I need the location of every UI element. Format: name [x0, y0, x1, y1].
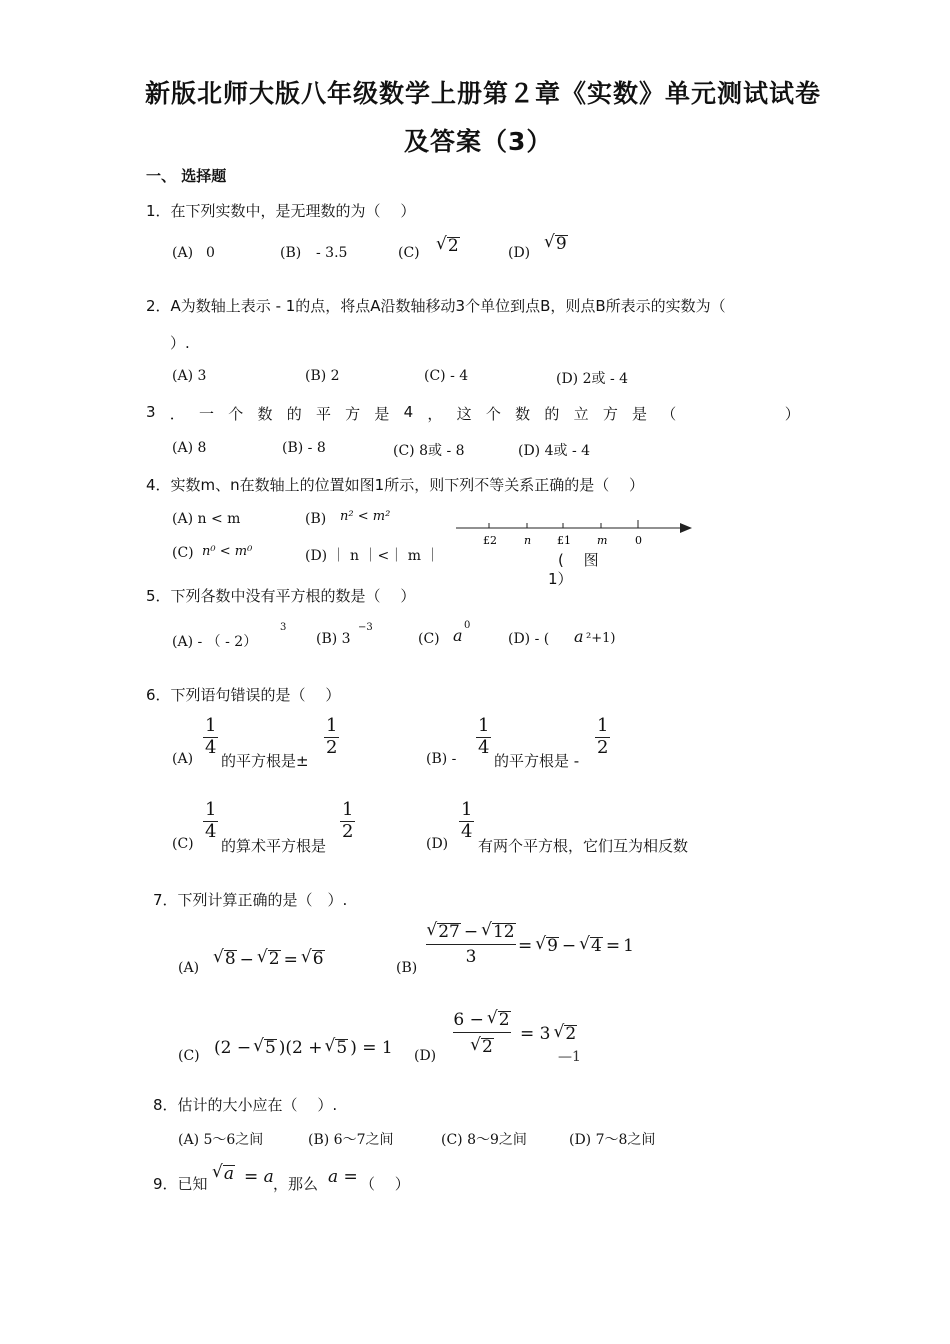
q5-option-a-exponent: 3 [280, 622, 287, 633]
question-2-stem: 2．A为数轴上表示 - 1的点，将点A沿数轴移动3个单位到点B，则点B所表示的实数为（ [146, 297, 726, 315]
sqrt: √ 2 [470, 1035, 493, 1057]
q5-option-c-base: a [453, 626, 463, 645]
q3-stem-char: 立 [573, 405, 589, 423]
radicand: 2 [482, 1037, 493, 1057]
q9-equation-rhs: = a [244, 1167, 274, 1187]
q7-option-d-tail: —1 [558, 1049, 581, 1065]
question-4-stem: 4．实数m、n在数轴上的位置如图1所示，则下列不等关系正确的是（ ） [146, 476, 644, 494]
sqrt: √ 5 [253, 1036, 276, 1058]
radicand: 8 [224, 949, 236, 969]
radicand: 27 [438, 922, 460, 942]
q7-option-d-fraction [448, 1010, 516, 1057]
figure-caption-line1: ( 图 [558, 551, 599, 569]
q7-option-a-label: (A) [178, 960, 200, 976]
radicand: 5 [336, 1038, 348, 1058]
q3-stem-char: ） [784, 405, 800, 423]
q9-variable: a = [328, 1167, 358, 1187]
q6-option-c-text: 的算术平方根是 [221, 837, 327, 855]
expr-part: )(2 + [278, 1038, 323, 1058]
q7-option-d-denominator [470, 1035, 494, 1057]
q3-stem-char: 3 [146, 403, 156, 421]
q6-option-d-label: (D) [426, 836, 449, 852]
q9-blank: （ ） [360, 1175, 410, 1193]
q3-stem-char: 方 [345, 405, 361, 423]
q7-option-a-expression: √ 8 − √ 2 = √ 6 [213, 947, 324, 970]
q5-option-d-rest: ²+1) [586, 631, 616, 646]
number-line-figure [450, 512, 700, 552]
question-3-stem [146, 403, 800, 424]
q7-option-d-numerator [453, 1010, 510, 1033]
question-1-stem: 1．在下列实数中，是无理数的为（ ） [146, 202, 416, 220]
q6-option-a-result [324, 716, 339, 758]
sqrt: √ 9 [535, 934, 558, 956]
radicand: 12 [492, 922, 515, 942]
fraction-numerator: 1 [478, 715, 490, 736]
q6-option-a-text: 的平方根是± [221, 752, 309, 770]
fraction-denominator: 4 [461, 820, 473, 842]
q9-sqrt: √ a [212, 1162, 234, 1184]
q6-option-b-label: (B) - [426, 751, 457, 767]
radicand: a [223, 1164, 234, 1184]
fraction-numerator: 1 [205, 715, 217, 736]
radicand: 2 [565, 1024, 577, 1044]
expr-part: (2 − [214, 1038, 252, 1058]
q8-option-b: (B) 6～7之间 [308, 1132, 394, 1148]
q3-option-c: (C) 8或 - 8 [393, 443, 465, 459]
fraction-numerator: 1 [342, 799, 354, 820]
q3-stem-char: 的 [544, 405, 560, 423]
sqrt: √ 12 [481, 920, 515, 942]
q5-option-c-label: (C) [418, 631, 440, 647]
q1-option-d-radicand: 9 [555, 234, 567, 254]
q1-option-b-value: - 3.5 [316, 245, 348, 261]
q2-option-d: (D) 2或 - 4 [556, 371, 629, 387]
question-9-prefix: 9．已知 [153, 1175, 208, 1193]
sqrt: √ 2 [553, 1022, 577, 1044]
q1-option-a-value: 0 [206, 245, 215, 261]
fraction-denominator: 2 [597, 736, 609, 758]
sqrt: √ 2 [256, 947, 280, 969]
fraction-denominator: 4 [478, 736, 490, 758]
q5-option-a: (A) - （ - 2） [172, 634, 258, 650]
axis-label-neg1: £1 [557, 534, 571, 547]
question-8-stem: 8．估计的大小应在（ ）. [153, 1096, 338, 1114]
question-5-stem: 5．下列各数中没有平方根的数是（ ） [146, 587, 416, 605]
q6-option-d-text: 有两个平方根，它们互为相反数 [478, 837, 689, 855]
result-value: 1 [623, 936, 634, 956]
q6-option-b-text: 的平方根是 - [494, 752, 580, 770]
radicand: 2 [268, 949, 280, 969]
axis-label-n: n [524, 534, 532, 547]
q7-option-d-result [520, 1024, 577, 1044]
q6-option-c-label: (C) [172, 836, 194, 852]
q6-option-b-result [595, 716, 610, 758]
sqrt: √ 8 [213, 947, 236, 969]
q3-option-b: (B) - 8 [282, 440, 326, 456]
radicand: 5 [264, 1038, 276, 1058]
sqrt: √ 5 [324, 1036, 348, 1058]
q1-option-b-label: (B) [280, 245, 302, 261]
q3-stem-char: 是 [632, 405, 648, 423]
radicand: 2 [498, 1010, 510, 1030]
q6-option-c-fraction [203, 800, 218, 842]
q8-option-a: (A) 5～6之间 [178, 1132, 264, 1148]
q4-option-c-label: (C) [172, 545, 194, 561]
q3-stem-char: 是 [374, 405, 390, 423]
q3-stem-char: 4 [403, 403, 414, 421]
sqrt: √ 6 [300, 947, 324, 969]
q7-option-b-label: (B) [396, 960, 418, 976]
q7-option-d-label: (D) [414, 1048, 437, 1064]
q4-option-b-label: (B) [305, 511, 327, 527]
question-7-stem: 7．下列计算正确的是（ ）. [153, 891, 348, 909]
q2-option-b: (B) 2 [305, 368, 340, 384]
question-2-stem-end: ）. [170, 334, 190, 352]
q4-option-c: n⁰ < m⁰ [202, 544, 253, 559]
q3-stem-char: 一 [199, 405, 215, 423]
q1-option-a-label: (A) [172, 245, 194, 261]
number-line-arrow [680, 523, 692, 533]
axis-label-m: m [597, 534, 608, 547]
q3-stem-char: 数 [515, 405, 531, 423]
fraction-denominator: 4 [205, 820, 217, 842]
q3-option-a: (A) 8 [172, 440, 207, 456]
q7-option-b-result: = √ 9 − √ 4 = 1 [518, 934, 634, 956]
q9-middle: ，那么 [273, 1175, 319, 1193]
figure-caption-line2: 1） [548, 570, 573, 588]
q7-option-c-expression [214, 1038, 393, 1058]
q1-option-d-sqrt: √ 9 [544, 232, 567, 254]
q7-option-c-label: (C) [178, 1048, 200, 1064]
q3-stem-char: 数 [257, 405, 273, 423]
q6-option-a-fraction [203, 716, 218, 758]
q3-stem-char: ， [427, 405, 443, 423]
q7-option-b-numerator: √ 27 − √ 12 [426, 922, 515, 945]
q4-option-b: n² < m² [340, 509, 391, 524]
q1-option-d-label: (D) [508, 245, 531, 261]
axis-label-zero: 0 [635, 534, 642, 547]
q3-stem-char: ． [169, 405, 185, 423]
fraction-denominator: 2 [326, 736, 338, 758]
q5-option-c-exponent: 0 [464, 620, 471, 631]
fraction-numerator: 1 [205, 799, 217, 820]
q5-option-b-exponent: −3 [358, 622, 373, 633]
q7-option-b-denominator: 3 [465, 947, 477, 967]
q6-option-d-fraction [459, 800, 474, 842]
q7-option-b-fraction [428, 922, 514, 967]
q5-option-d: (D) - ( [508, 631, 550, 647]
q3-stem-char: 的 [286, 405, 302, 423]
q1-option-c-sqrt: √ 2 [436, 234, 459, 256]
question-6-stem: 6．下列语句错误的是（ ） [146, 686, 341, 704]
fraction-numerator: 1 [326, 715, 338, 736]
q3-option-d: (D) 4或 - 4 [518, 443, 591, 459]
q4-option-a: (A) n < m [172, 511, 241, 527]
sqrt: √ 2 [486, 1008, 510, 1030]
q6-option-b-fraction [476, 716, 491, 758]
expr-part: 6 − [453, 1010, 484, 1030]
q4-option-d: (D) ｜ n ｜<｜ m ｜ [305, 548, 440, 564]
fraction-numerator: 1 [461, 799, 473, 820]
fraction-denominator: 4 [205, 736, 217, 758]
page-title: 新版北师大版八年级数学上册第２章《实数》单元测试试卷 [145, 79, 822, 108]
radicand: 4 [591, 936, 602, 956]
q1-option-c-radicand: 2 [447, 236, 459, 256]
sqrt: √ 27 [426, 920, 460, 942]
q3-stem-char: 方 [602, 405, 618, 423]
axis-label-neg2: £2 [483, 534, 497, 547]
q5-option-b: (B) 3 [316, 631, 351, 647]
q8-option-d: (D) 7～8之间 [569, 1132, 656, 1148]
expr-part: = 3 [520, 1024, 551, 1044]
q3-stem-char: 平 [315, 405, 331, 423]
q1-option-c-label: (C) [398, 245, 420, 261]
q2-option-c: (C) - 4 [424, 368, 469, 384]
fraction-numerator: 1 [597, 715, 609, 736]
page-title-line2: 及答案（3） [404, 127, 553, 156]
q6-option-a-label: (A) [172, 751, 194, 767]
q3-stem-char: 这 [456, 405, 472, 423]
q5-option-d-base: a [574, 627, 584, 646]
radicand: 6 [312, 949, 324, 969]
q6-option-c-result [340, 800, 355, 842]
fraction-denominator: 2 [342, 820, 354, 842]
q3-stem-char: 个 [485, 405, 501, 423]
q3-stem-char: （ [661, 405, 677, 423]
q2-option-a: (A) 3 [172, 368, 207, 384]
expr-part: ) = 1 [350, 1038, 393, 1058]
q8-option-c: (C) 8～9之间 [441, 1132, 527, 1148]
section-heading: 一、 选择题 [146, 167, 227, 185]
radicand: 9 [547, 936, 558, 956]
sqrt: √ 4 [579, 934, 602, 956]
q3-stem-char: 个 [228, 405, 244, 423]
